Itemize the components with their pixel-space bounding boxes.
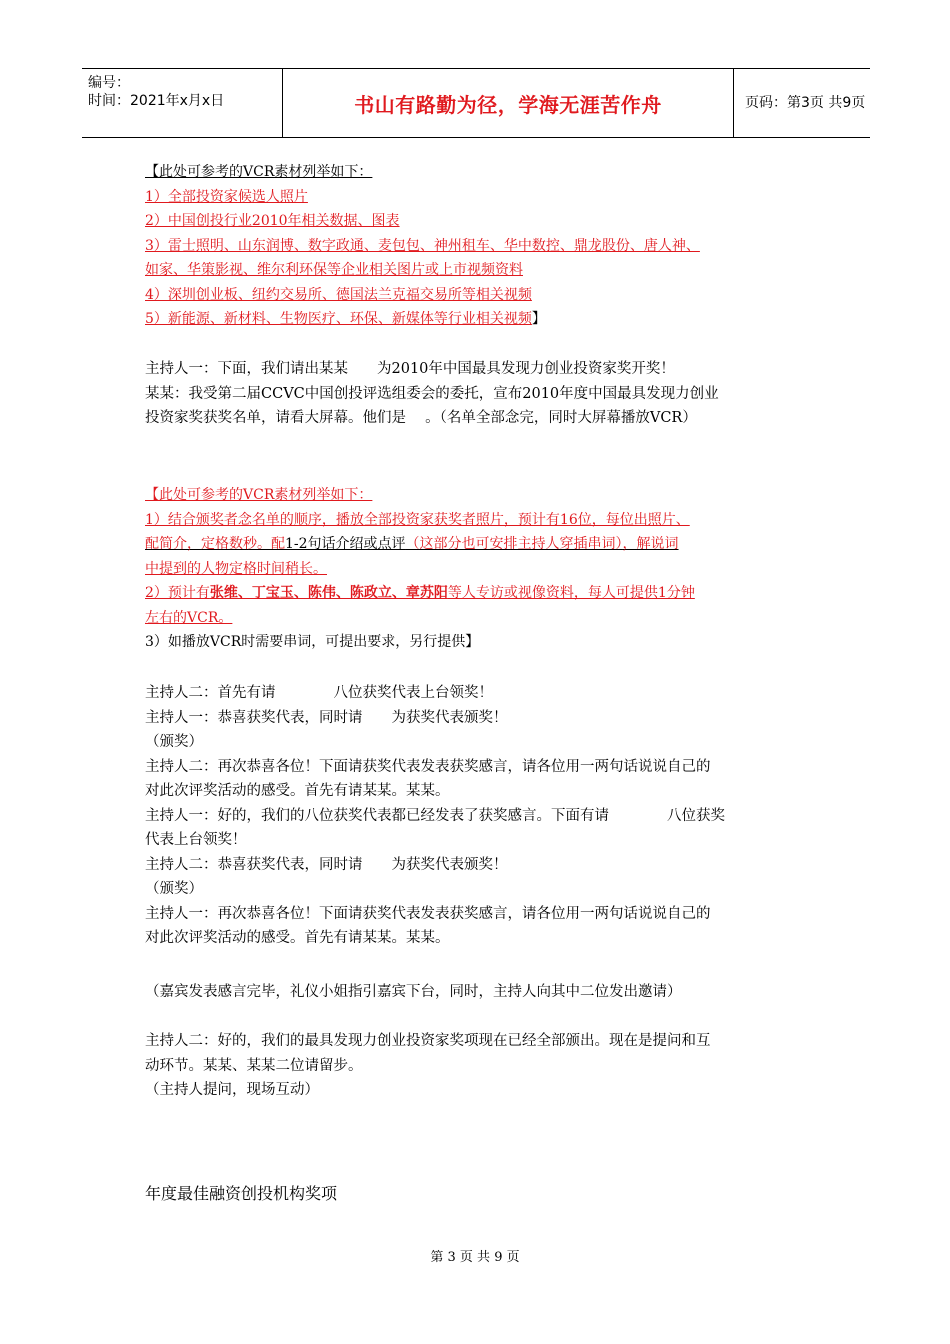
dialog-line: 主持人一：好的，我们的八位获奖代表都已经发表了获奖感言。下面有请 八位获奖 xyxy=(145,807,725,824)
header-motto-cell xyxy=(282,69,734,137)
vcr2-item: 中提到的人物定格时间稍长。 xyxy=(145,560,327,577)
dialog-block-1 xyxy=(145,357,810,431)
vcr1-item: 4）深圳创业板、纽约交易所、德国法兰克福交易所等相关视频 xyxy=(145,286,532,303)
vcr2-item: 3）如播放VCR时需要串词，可提出要求，另行提供】 xyxy=(145,634,480,650)
vcr1-item: 2）中国创投行业2010年相关数据、图表 xyxy=(145,213,400,229)
date-line: 时间：2021年x月x日 xyxy=(88,93,225,109)
dialog-line: 动环节。某某、某某二位请留步。 xyxy=(145,1057,363,1074)
vcr2-text-black: 1-2句话介绍或点评 xyxy=(285,536,406,552)
dialog-line: 投资家奖获奖名单，请看大屏幕。他们是 。（名单全部念完，同时大屏幕播放VCR） xyxy=(145,410,697,426)
dialog-line: （颁奖） xyxy=(145,734,203,750)
dialog-line: 主持人一：下面，我们请出某某 为2010年中国最具发现力创业投资家奖开奖！ xyxy=(145,361,675,377)
header-meta-cell xyxy=(82,69,282,137)
vcr2-item: 1）结合颁奖者念名单的顺序，播放全部投资家获奖者照片，预计有16位，每位出照片、 xyxy=(145,511,690,528)
vcr1-item: 3）雷士照明、山东润博、数字政通、麦包包、神州租车、华中数控、鼎龙股份、唐人神、 xyxy=(145,237,700,254)
vcr2-item-line xyxy=(145,581,810,606)
stage-note: （嘉宾发表感言完毕，礼仪小姐指引嘉宾下台，同时，主持人向其中二位发出邀请） xyxy=(145,984,682,1000)
dialog-line: 对此次评奖活动的感受。首先有请某某。某某。 xyxy=(145,783,450,799)
dialog-line: （主持人提问，现场互动） xyxy=(145,1082,319,1098)
dialog-line: 主持人二：首先有请 八位获奖代表上台领奖！ xyxy=(145,685,493,701)
dialog-block-3 xyxy=(145,1029,810,1103)
vcr2-intro: 【此处可参考的VCR素材列举如下： xyxy=(145,487,373,503)
dialog-line: 主持人二：再次恭喜各位！下面请获奖代表发表获奖感言，请各位用一两句话说说自己的 xyxy=(145,758,711,775)
dialog-line: 某某：我受第二届CCVC中国创投评选组委会的委托，宣布2010年度中国最具发现力创业 xyxy=(145,385,719,402)
vcr2-text-paren: （这部分也可安排主持人穿插串词） xyxy=(405,536,623,552)
section-title: 年度最佳融资创投机构奖项 xyxy=(145,1184,338,1203)
vcr2-text: 等人专访或视像资料，每人可提供1分钟 xyxy=(447,585,695,601)
vcr1-item: 5）新能源、新材料、生物医疗、环保、新媒体等行业相关视频 xyxy=(145,311,532,327)
vcr-materials-1 xyxy=(145,160,810,332)
page-info: 页码：第3页 共9页 xyxy=(745,95,866,111)
page-header xyxy=(82,68,870,138)
dialog-line: 主持人二：恭喜获奖代表，同时请 为获奖代表颁奖！ xyxy=(145,856,508,873)
header-page-cell xyxy=(733,69,870,137)
dialog-line: 主持人一：再次恭喜各位！下面请获奖代表发表获奖感言，请各位用一两句话说说自己的 xyxy=(145,905,711,922)
dialog-block-2 xyxy=(145,681,810,951)
vcr1-intro: 【此处可参考的VCR素材列举如下： xyxy=(145,164,373,180)
vcr1-close-bracket: 】 xyxy=(531,311,546,327)
vcr2-text: 2）预计有 xyxy=(145,585,210,601)
dialog-line: （颁奖） xyxy=(145,881,203,897)
dialog-line: 主持人一：恭喜获奖代表，同时请 为获奖代表颁奖！ xyxy=(145,709,508,726)
page-footer: 第 3 页 共 9 页 xyxy=(430,1250,520,1265)
dialog-line: 代表上台领奖！ xyxy=(145,832,247,848)
vcr1-last-line xyxy=(145,307,810,332)
code-label: 编号： xyxy=(88,75,130,91)
vcr-materials-2 xyxy=(145,483,810,655)
vcr1-item: 如家、华策影视、维尔利环保等企业相关图片或上市视频资料 xyxy=(145,262,523,278)
stage-note-block xyxy=(145,980,810,1005)
motto: 书山有路勤为径，学海无涯苦作舟 xyxy=(354,93,662,117)
vcr2-item: 左右的VCR。 xyxy=(145,609,233,626)
dialog-line: 主持人二：好的，我们的最具发现力创业投资家奖项现在已经全部颁出。现在是提问和互 xyxy=(145,1033,711,1049)
vcr2-text-tail: ，解说词 xyxy=(622,536,679,552)
vcr1-item: 1）全部投资家候选人照片 xyxy=(145,188,308,205)
vcr2-names: 张维、丁宝玉、陈伟、陈政立、章苏阳 xyxy=(209,585,448,601)
vcr2-item-line xyxy=(145,532,810,557)
dialog-line: 对此次评奖活动的感受。首先有请某某。某某。 xyxy=(145,930,450,946)
vcr2-text-red: 配简介，定格数秒。配 xyxy=(145,536,285,552)
